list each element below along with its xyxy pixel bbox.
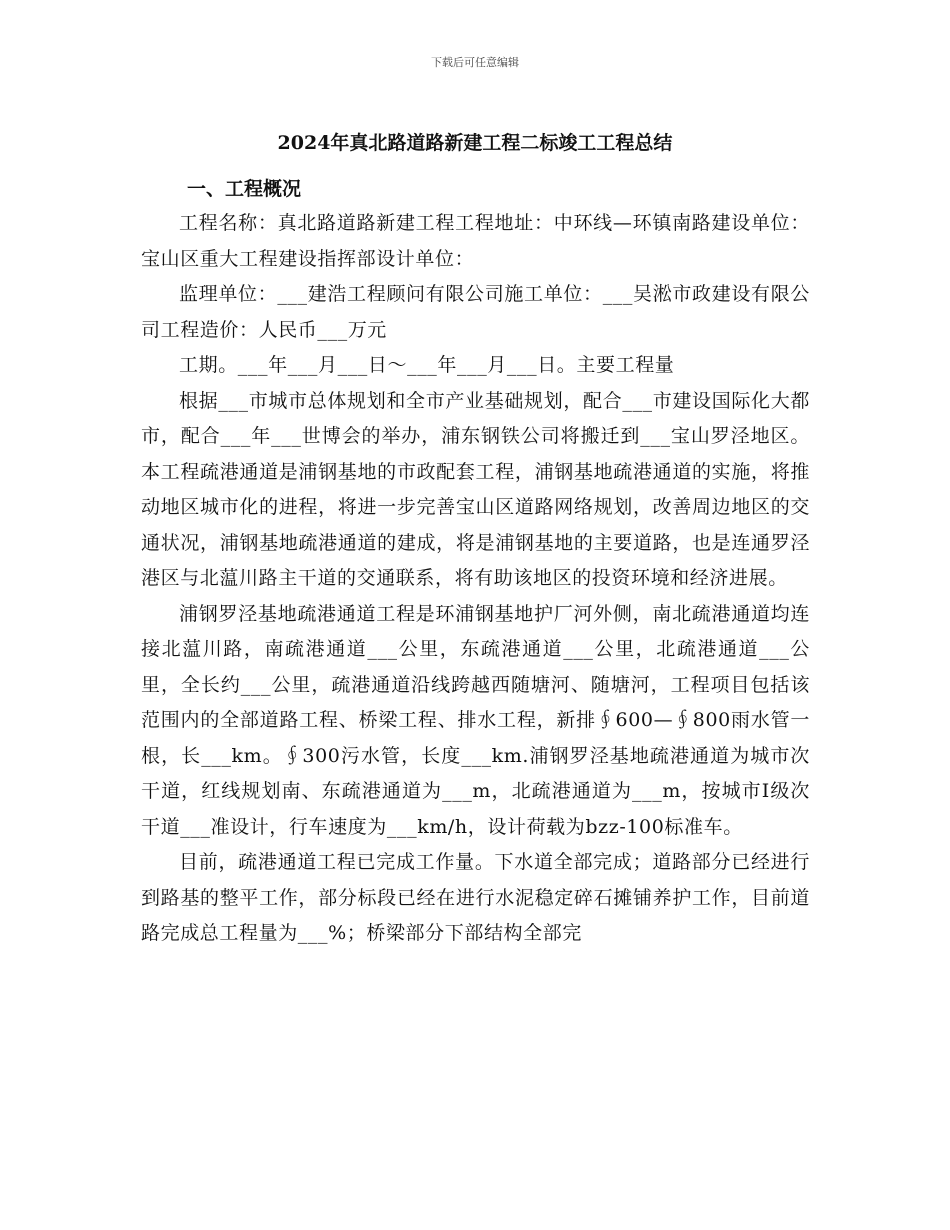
paragraph-progress: 目前，疏港通道工程已完成工作量。下水道全部完成；道路部分已经进行到路基的整平工作，部分标段已经在进行水泥稳定碎石摊铺养护工作，目前道路完成总工程量为___%；桥梁部分下部结构全部完: [141, 851, 810, 944]
document-body: [141, 206, 810, 952]
paragraph-project-info: 工程名称：真北路道路新建工程工程地址：中环线—环镇南路建设单位：宝山区重大工程建设指挥部设计单位：: [141, 212, 810, 270]
paragraph-supervision-info: 监理单位：___建浩工程顾问有限公司施工单位：___吴淞市政建设有限公司工程造价：人民币___万元: [141, 283, 810, 341]
section-heading: 一、工程概况: [187, 178, 302, 200]
paragraph-background: 根据___市城市总体规划和全市产业基础规划，配合___市建设国际化大都市，配合___年___世博会的举办，浦东钢铁公司将搬迁到___宝山罗泾地区。本工程疏港通道是浦钢基地的市政配套工程，浦钢基地疏港通道的实施，将推动地区城市化的进程，将进一步完善宝山区道路网络规划，改善周边地区的交通状况，浦钢基地疏港通道的建成，将是浦钢基地的主要道路，也是连通罗泾港区与北蕰川路主干道的交通联系，将有助该地区的投资环境和经济进展。: [141, 389, 810, 589]
paragraph-scope: 浦钢罗泾基地疏港通道工程是环浦钢基地护厂河外侧，南北疏港通道均连接北蕰川路，南疏港通道___公里，东疏港通道___公里，北疏港通道___公里，全长约___公里，疏港通道沿线跨越西随塘河、随塘河，工程项目包括该范围内的全部道路工程、桥梁工程、排水工程，新排∮600—∮800雨水管一根，长___km。∮300污水管，长度___km.浦钢罗泾基地疏港通道为城市次干道，红线规划南、东疏港通道为___m，北疏港通道为___m，按城市Ⅰ级次干道___准设计，行车速度为___km/h，设计荷载为bzz-100标准车。: [141, 602, 810, 838]
header-note: 下载后可任意编辑: [431, 56, 519, 69]
document-title: 2024年真北路道路新建工程二标竣工工程总结: [277, 132, 673, 154]
paragraph-schedule: 工期。___年___月___日～___年___月___日。主要工程量: [179, 354, 675, 376]
